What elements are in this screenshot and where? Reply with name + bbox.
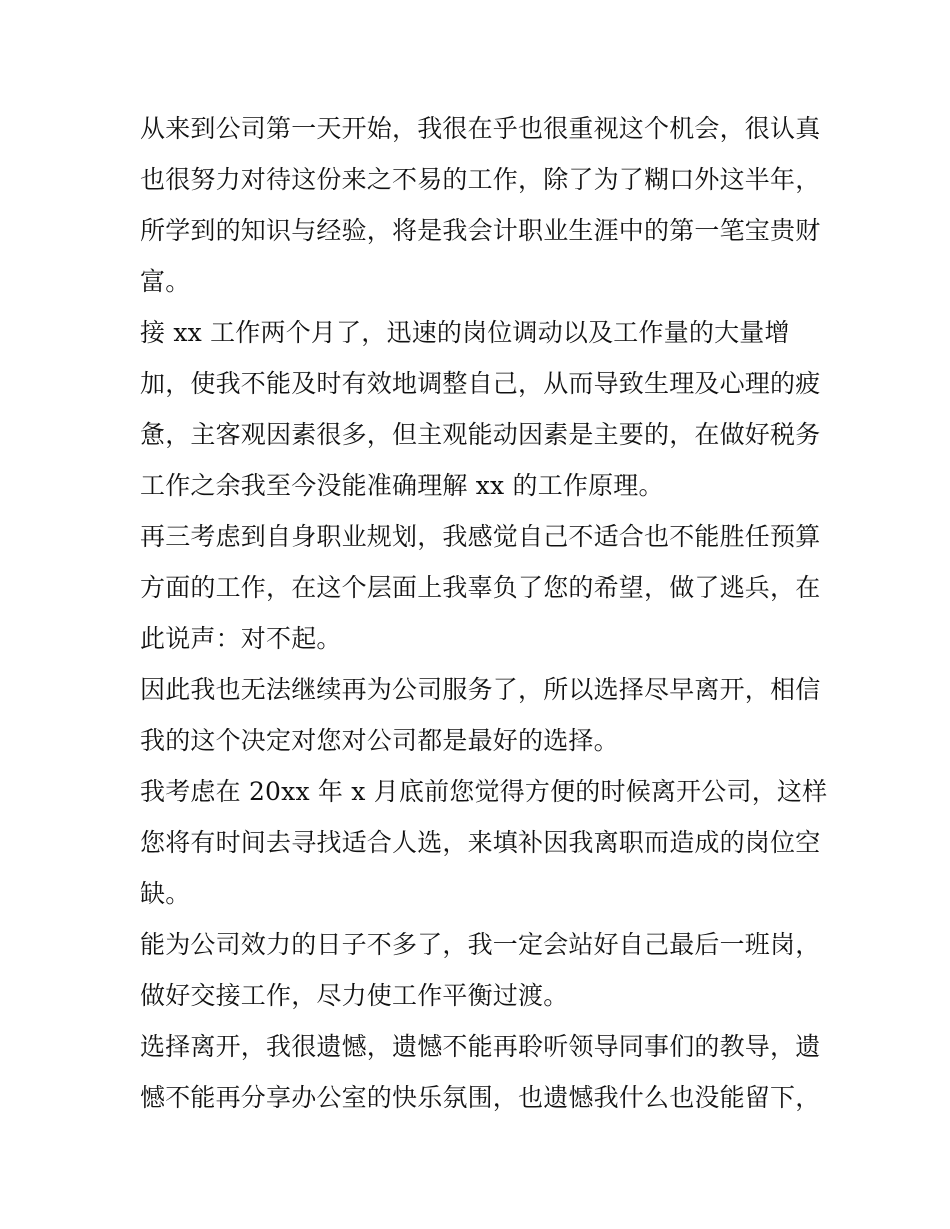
text-line: 富。 — [140, 267, 191, 296]
text-line: 也很努力对待这份来之不易的工作，除了为了糊口外这半年， — [140, 165, 821, 194]
text-line: 接 xx 工作两个月了，迅速的岗位调动以及工作量的大量增 — [140, 318, 790, 347]
text-line: 因此我也无法继续再为公司服务了，所以选择尽早离开，相信 — [140, 675, 821, 704]
text-line: 方面的工作，在这个层面上我辜负了您的希望，做了逃兵，在 — [140, 573, 821, 602]
text-line: 所学到的知识与经验，将是我会计职业生涯中的第一笔宝贵财 — [140, 216, 821, 245]
text-line: 加，使我不能及时有效地调整自己，从而导致生理及心理的疲 — [140, 369, 821, 398]
text-line: 工作之余我至今没能准确理解 xx 的工作原理。 — [140, 471, 664, 500]
text-line: 我的这个决定对您对公司都是最好的选择。 — [140, 726, 619, 755]
text-line: 能为公司效力的日子不多了，我一定会站好自己最后一班岗， — [140, 930, 821, 959]
text-line: 缺。 — [140, 879, 191, 908]
text-line: 惫，主客观因素很多，但主观能动因素是主要的，在做好税务 — [140, 420, 821, 449]
text-line: 此说声：对不起。 — [140, 624, 342, 653]
document-body — [140, 103, 828, 1123]
text-line: 您将有时间去寻找适合人选，来填补因我离职而造成的岗位空 — [140, 828, 821, 857]
text-line: 做好交接工作，尽力使工作平衡过渡。 — [140, 981, 569, 1010]
text-line: 选择离开，我很遗憾，遗憾不能再聆听领导同事们的教导，遗 — [140, 1032, 821, 1061]
text-line: 从来到公司第一天开始，我很在乎也很重视这个机会，很认真 — [140, 114, 821, 143]
text-line: 我考虑在 20xx 年 x 月底前您觉得方便的时候离开公司，这样 — [140, 777, 828, 806]
text-line: 再三考虑到自身职业规划，我感觉自己不适合也不能胜任预算 — [140, 522, 821, 551]
text-line: 憾不能再分享办公室的快乐氛围，也遗憾我什么也没能留下， — [140, 1083, 821, 1112]
